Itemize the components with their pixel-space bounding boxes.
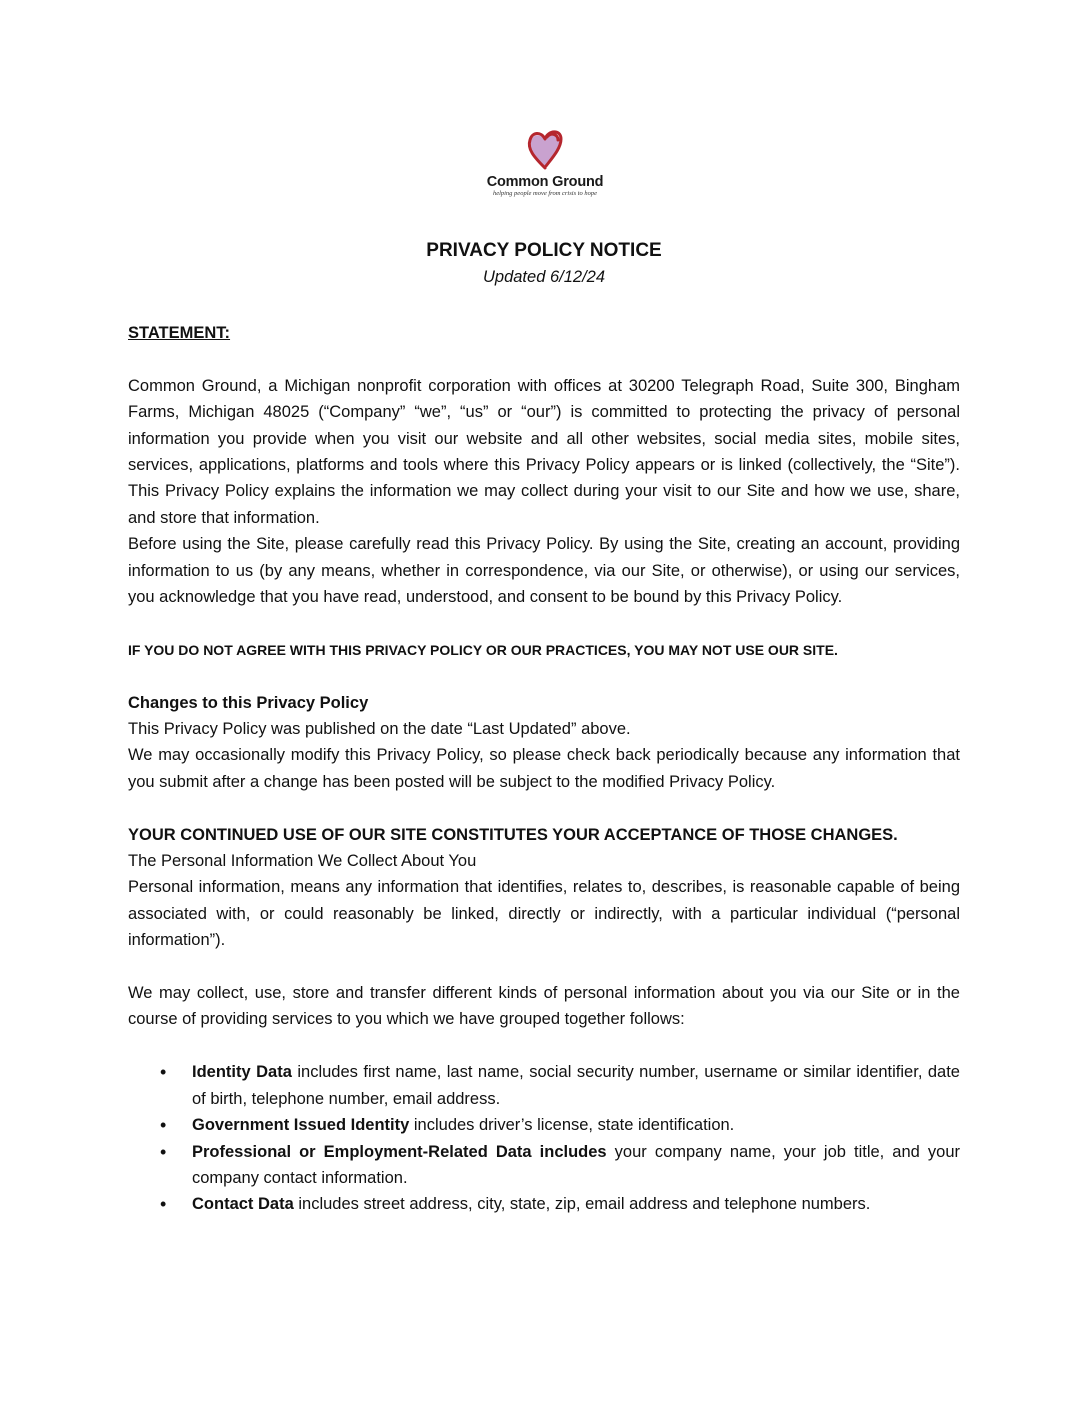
collect-heading: The Personal Information We Collect About You [128, 852, 477, 871]
changes-heading: Changes to this Privacy Policy [128, 693, 369, 712]
item-text: includes driver’s license, state identification. [409, 1116, 735, 1135]
item-term: Contact Data [192, 1195, 294, 1214]
data-category-list [128, 1059, 960, 1217]
list-item [128, 1112, 960, 1138]
common-ground-logo [470, 126, 620, 206]
policy-body [128, 320, 960, 1218]
changes-paragraph-1: This Privacy Policy was published on the date “Last Updated” above. [128, 720, 631, 739]
statement-paragraph-2: Before using the Site, please carefully read this Privacy Policy. By using the Site, creating an account, providing information to us (by any means, whether in correspondence, via our Site, or otherwise), or using our services, you acknowledge that you have read, understood, and consent to be bound by this Privacy Policy. [128, 535, 960, 607]
disagree-notice: IF YOU DO NOT AGREE WITH THIS PRIVACY POLICY OR OUR PRACTICES, YOU MAY NOT USE OUR SITE. [128, 641, 838, 658]
page-title: PRIVACY POLICY NOTICE [426, 240, 662, 261]
logo-tagline: helping people move from crisis to hope [492, 190, 598, 197]
statement-heading: STATEMENT: [128, 324, 231, 342]
statement-paragraph-1: Common Ground, a Michigan nonprofit corporation with offices at 30200 Telegraph Road, Suite 300, Bingham Farms, Michigan 48025 (“Company” “we”, “us” or “our”) is committed to protecting the privacy of personal information you provide when you visit our website and all other websites, social media sites, mobile sites, services, applications, platforms and tools where this Privacy Policy appears or is linked (collectively, the “Site”). This Privacy Policy explains the information we may collect during your visit to our Site and how we use, share, and store that information. [128, 376, 960, 527]
logo-name: Common Ground [486, 174, 604, 190]
item-term: Professional or Employment-Related Data includes [192, 1142, 607, 1161]
item-term: Identity Data [192, 1063, 292, 1082]
acceptance-notice: YOUR CONTINUED USE OF OUR SITE CONSTITUTES YOUR ACCEPTANCE OF THOSE CHANGES. [128, 825, 898, 844]
item-text: your company name, your job title, and your company contact information. [192, 1142, 960, 1187]
item-text: includes street address, city, state, zip, email address and telephone numbers. [293, 1195, 871, 1214]
list-item [128, 1191, 960, 1217]
updated-date: Updated 6/12/24 [482, 268, 606, 286]
heart-icon [525, 126, 565, 172]
collect-paragraph-2: We may collect, use, store and transfer different kinds of personal information about you via our Site or in the course of providing services to you which we have grouped together follows: [128, 984, 960, 1029]
item-text: includes first name, last name, social security number, username or similar identifier, date of birth, telephone number, email address. [192, 1063, 960, 1108]
list-item [128, 1059, 960, 1112]
item-term: Government Issued Identity [192, 1116, 410, 1135]
list-item [128, 1139, 960, 1192]
collect-paragraph-1: Personal information, means any information that identifies, relates to, describes, is reasonable capable of being associated with, or could reasonably be linked, directly or indirectly, with a particular individual (“personal information”). [128, 878, 960, 950]
changes-paragraph-2: We may occasionally modify this Privacy Policy, so please check back periodically because any information that you submit after a change has been posted will be subject to the modified Privacy Policy. [128, 746, 960, 791]
